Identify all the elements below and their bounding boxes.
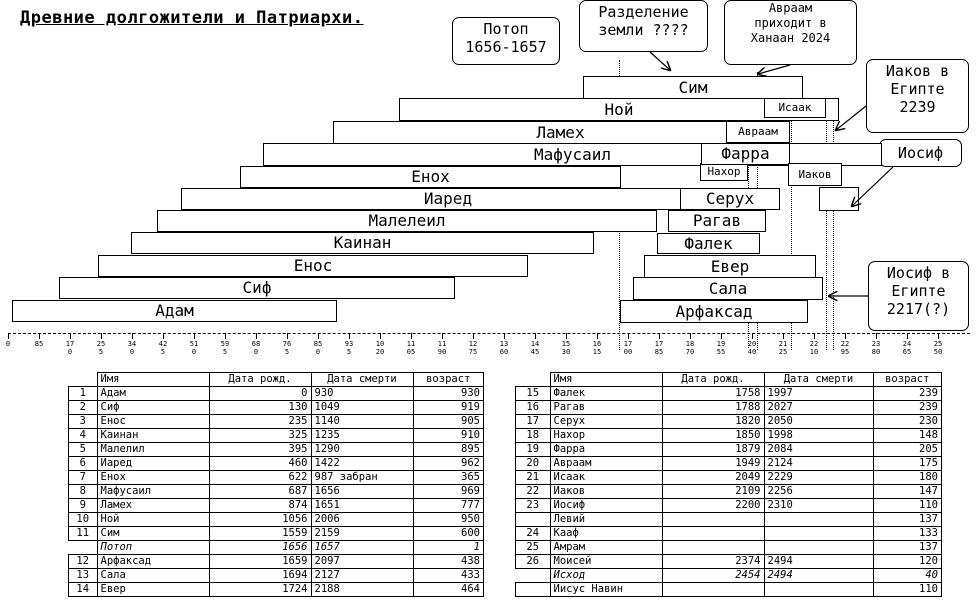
row-number: 12 <box>69 555 98 569</box>
lifespan-bar: Енос <box>98 255 528 277</box>
row-name: Енос <box>97 415 209 429</box>
row-death: 2310 <box>764 499 873 513</box>
row-number <box>516 513 551 527</box>
page-title: Древние долгожители и Патриархи. <box>20 8 364 28</box>
row-death: 1140 <box>311 415 413 429</box>
row-death: 2229 <box>764 471 873 485</box>
table-row <box>516 513 942 527</box>
row-death: 1657 <box>311 541 413 555</box>
row-name: Амрам <box>550 541 662 555</box>
lifespan-bar: Сиф <box>59 277 455 299</box>
row-name: Каинан <box>97 429 209 443</box>
row-number: 14 <box>69 583 98 597</box>
axis-tick-label: 76 5 <box>279 333 295 356</box>
axis-tick-label: 23 80 <box>868 333 884 356</box>
row-name: Потоп <box>97 541 209 555</box>
row-number: 17 <box>516 415 551 429</box>
axis-tick-label: 25 5 <box>93 333 109 356</box>
lifespan-bar: Исаак <box>764 98 826 118</box>
row-birth: 687 <box>209 485 311 499</box>
row-number: 19 <box>516 443 551 457</box>
row-birth <box>662 513 764 527</box>
row-birth: 460 <box>209 457 311 471</box>
table-row <box>69 485 484 499</box>
row-age: 600 <box>413 527 484 541</box>
table-row <box>69 429 484 443</box>
row-name: Исход <box>550 569 662 583</box>
row-birth: 1758 <box>662 387 764 401</box>
patriarchs-table-left <box>68 372 484 597</box>
flood-callout: Потоп 1656-1657 <box>452 17 560 65</box>
lifespan-bar: Сала <box>633 277 823 300</box>
row-death: 1049 <box>311 401 413 415</box>
row-number: 9 <box>69 499 98 513</box>
lifespan-bar: Мафусаил <box>263 143 882 166</box>
timeline-axis <box>5 333 970 359</box>
axis-tick-label: 34 0 <box>124 333 140 356</box>
row-number: 13 <box>69 569 98 583</box>
row-number: 20 <box>516 457 551 471</box>
row-age: 239 <box>873 401 942 415</box>
table-row <box>69 541 484 555</box>
joseph-callout: Иосиф <box>879 139 962 167</box>
row-death: 2494 <box>764 555 873 569</box>
row-name: Енох <box>97 471 209 485</box>
row-name: Иаков <box>550 485 662 499</box>
row-death: 2127 <box>311 569 413 583</box>
row-birth: 1694 <box>209 569 311 583</box>
axis-tick-label: 25 50 <box>930 333 946 356</box>
row-birth: 622 <box>209 471 311 485</box>
row-age: 905 <box>413 415 484 429</box>
row-death: 2097 <box>311 555 413 569</box>
col-number <box>69 373 98 387</box>
row-death <box>764 513 873 527</box>
row-number: 8 <box>69 485 98 499</box>
table-row <box>516 555 942 569</box>
row-age: 137 <box>873 541 942 555</box>
row-name: Иисус Навин <box>550 583 662 597</box>
row-name: Рагав <box>550 401 662 415</box>
row-birth <box>662 583 764 597</box>
lifespan-bar: Ной <box>399 98 839 121</box>
table-row <box>516 457 942 471</box>
row-age: 777 <box>413 499 484 513</box>
axis-tick-label: 24 65 <box>899 333 915 356</box>
table-row <box>516 485 942 499</box>
row-age: 433 <box>413 569 484 583</box>
row-age: 205 <box>873 443 942 457</box>
lifespan-bar: Адам <box>12 300 337 322</box>
row-number: 23 <box>516 499 551 513</box>
canaan-arrow <box>758 65 790 74</box>
axis-tick-label: 59 5 <box>217 333 233 356</box>
col-age: возраст <box>873 373 942 387</box>
axis-tick-label: 15 30 <box>558 333 574 356</box>
row-death: 2027 <box>764 401 873 415</box>
row-name: Серух <box>550 415 662 429</box>
lifespan-bar: Енох <box>240 166 621 188</box>
row-birth: 1559 <box>209 527 311 541</box>
col-birth: Дата рожд. <box>662 373 764 387</box>
row-age: 40 <box>873 569 942 583</box>
col-number <box>516 373 551 387</box>
row-death: 2256 <box>764 485 873 499</box>
row-age: 175 <box>873 457 942 471</box>
row-birth: 0 <box>209 387 311 401</box>
row-death: 1998 <box>764 429 873 443</box>
col-death: Дата смерти <box>311 373 413 387</box>
table-row <box>69 415 484 429</box>
table-row <box>516 443 942 457</box>
row-name: Левий <box>550 513 662 527</box>
row-birth: 1656 <box>209 541 311 555</box>
jacob-egypt-callout: Иаков в Египте 2239 <box>866 59 969 133</box>
row-death: 1422 <box>311 457 413 471</box>
row-name: Мафусаил <box>97 485 209 499</box>
axis-line <box>8 333 970 335</box>
lifespan-bar: Арфаксад <box>620 300 808 323</box>
table-row <box>69 499 484 513</box>
table-row <box>516 527 942 541</box>
axis-tick-label: 19 55 <box>713 333 729 356</box>
row-birth: 1056 <box>209 513 311 527</box>
row-death: 987 забран <box>311 471 413 485</box>
axis-tick-label: 22 95 <box>837 333 853 356</box>
row-number: 15 <box>516 387 551 401</box>
row-birth <box>662 541 764 555</box>
table-row <box>516 387 942 401</box>
row-number: 7 <box>69 471 98 485</box>
table-row <box>69 569 484 583</box>
col-age: возраст <box>413 373 484 387</box>
table-row <box>69 527 484 541</box>
axis-tick-label: 68 0 <box>248 333 264 356</box>
row-age: 464 <box>413 583 484 597</box>
row-name: Ламех <box>97 499 209 513</box>
row-age: 239 <box>873 387 942 401</box>
table-row <box>516 569 942 583</box>
axis-tick-label: 11 05 <box>403 333 419 356</box>
lifespan-bar: Сим <box>583 76 803 99</box>
table-row <box>69 443 484 457</box>
row-age: 930 <box>413 387 484 401</box>
patriarchs-table-right <box>515 372 942 597</box>
row-death: 2050 <box>764 415 873 429</box>
row-age: 962 <box>413 457 484 471</box>
row-name: Арфаксад <box>97 555 209 569</box>
row-name: Адам <box>97 387 209 401</box>
row-name: Нахор <box>550 429 662 443</box>
row-number: 21 <box>516 471 551 485</box>
row-death: 1651 <box>311 499 413 513</box>
lifespan-bar: Фарра <box>701 143 790 165</box>
joseph-bar <box>819 187 859 211</box>
row-birth: 2200 <box>662 499 764 513</box>
row-number: 5 <box>69 443 98 457</box>
axis-tick-label: 16 15 <box>589 333 605 356</box>
axis-tick-label: 21 25 <box>775 333 791 356</box>
row-number <box>516 583 551 597</box>
row-age: 230 <box>873 415 942 429</box>
row-name: Малелил <box>97 443 209 457</box>
row-age: 365 <box>413 471 484 485</box>
table-row <box>516 429 942 443</box>
table-row <box>69 457 484 471</box>
row-death: 2159 <box>311 527 413 541</box>
row-birth: 1949 <box>662 457 764 471</box>
lifespan-bar: Нахор <box>700 163 748 181</box>
lifespan-bar: Фалек <box>657 233 760 254</box>
row-age: 147 <box>873 485 942 499</box>
joseph-egypt-callout: Иосиф в Египте 2217(?) <box>868 261 969 331</box>
division-callout: Разделение земли ???? <box>579 0 708 52</box>
row-birth: 2049 <box>662 471 764 485</box>
lifespan-bar: Иаков <box>788 163 842 186</box>
jacob-egypt-arrow <box>836 106 866 130</box>
row-name: Евер <box>97 583 209 597</box>
axis-tick-label: 11 90 <box>434 333 450 356</box>
row-age: 120 <box>873 555 942 569</box>
table-row <box>69 555 484 569</box>
row-death: 1290 <box>311 443 413 457</box>
row-death: 1997 <box>764 387 873 401</box>
row-number: 2 <box>69 401 98 415</box>
row-birth: 874 <box>209 499 311 513</box>
table-row <box>69 471 484 485</box>
table-row <box>516 583 942 597</box>
row-name: Сим <box>97 527 209 541</box>
axis-tick-label: 22 10 <box>806 333 822 356</box>
row-age: 910 <box>413 429 484 443</box>
division-arrow <box>650 52 670 70</box>
axis-tick-label: 20 40 <box>744 333 760 356</box>
axis-tick-label: 17 00 <box>620 333 636 356</box>
row-birth: 1850 <box>662 429 764 443</box>
table-row <box>69 583 484 597</box>
table-row <box>69 387 484 401</box>
row-name: Иаред <box>97 457 209 471</box>
row-number <box>69 541 98 555</box>
row-number: 6 <box>69 457 98 471</box>
table-row <box>516 471 942 485</box>
row-number: 1 <box>69 387 98 401</box>
row-name: Фарра <box>550 443 662 457</box>
axis-tick-label: 13 60 <box>496 333 512 356</box>
canaan-callout: Авраам приходит в Ханаан 2024 <box>724 0 857 65</box>
row-number: 25 <box>516 541 551 555</box>
row-birth: 130 <box>209 401 311 415</box>
row-death: 2084 <box>764 443 873 457</box>
axis-tick-label: 10 20 <box>372 333 388 356</box>
row-birth: 1659 <box>209 555 311 569</box>
row-age: 148 <box>873 429 942 443</box>
axis-tick-label: 0 <box>0 333 16 348</box>
row-birth: 395 <box>209 443 311 457</box>
col-death: Дата смерти <box>764 373 873 387</box>
col-name: Имя <box>550 373 662 387</box>
row-number: 16 <box>516 401 551 415</box>
row-birth: 2454 <box>662 569 764 583</box>
row-name: Сала <box>97 569 209 583</box>
row-number: 11 <box>69 527 98 541</box>
joseph-egypt-line <box>826 100 827 350</box>
row-age: 895 <box>413 443 484 457</box>
row-birth: 2109 <box>662 485 764 499</box>
row-death: 2494 <box>764 569 873 583</box>
row-age: 110 <box>873 583 942 597</box>
table-row <box>69 401 484 415</box>
row-age: 137 <box>873 513 942 527</box>
row-birth: 1879 <box>662 443 764 457</box>
row-death <box>764 527 873 541</box>
row-birth: 325 <box>209 429 311 443</box>
table-row <box>516 541 942 555</box>
lifespan-bar: Евер <box>644 255 816 278</box>
row-death: 2124 <box>764 457 873 471</box>
lifespan-bar: Ламех <box>333 121 788 144</box>
row-death: 930 <box>311 387 413 401</box>
row-name: Исаак <box>550 471 662 485</box>
row-name: Моисей <box>550 555 662 569</box>
table-row <box>516 499 942 513</box>
row-number: 10 <box>69 513 98 527</box>
lifespan-bar: Малелеил <box>157 210 657 232</box>
row-number: 18 <box>516 429 551 443</box>
axis-tick-label: 42 5 <box>155 333 171 356</box>
table-row <box>516 401 942 415</box>
row-death: 1656 <box>311 485 413 499</box>
axis-tick-label: 93 5 <box>341 333 357 356</box>
axis-tick-label: 14 45 <box>527 333 543 356</box>
axis-tick-label: 17 85 <box>651 333 667 356</box>
lifespan-bar: Серух <box>680 188 780 210</box>
row-name: Фалек <box>550 387 662 401</box>
row-age: 919 <box>413 401 484 415</box>
axis-tick-label: 85 0 <box>310 333 326 356</box>
row-death: 2188 <box>311 583 413 597</box>
row-death <box>764 541 873 555</box>
row-death: 2006 <box>311 513 413 527</box>
row-name: Иосиф <box>550 499 662 513</box>
col-birth: Дата рожд. <box>209 373 311 387</box>
table-row <box>516 415 942 429</box>
row-birth <box>662 527 764 541</box>
row-age: 1 <box>413 541 484 555</box>
axis-tick-label: 51 0 <box>186 333 202 356</box>
row-number <box>516 569 551 583</box>
row-name: Кааф <box>550 527 662 541</box>
row-age: 110 <box>873 499 942 513</box>
axis-tick-label: 18 70 <box>682 333 698 356</box>
row-name: Авраам <box>550 457 662 471</box>
row-death: 1235 <box>311 429 413 443</box>
col-name: Имя <box>97 373 209 387</box>
row-birth: 1820 <box>662 415 764 429</box>
row-age: 950 <box>413 513 484 527</box>
row-name: Ной <box>97 513 209 527</box>
row-age: 180 <box>873 471 942 485</box>
row-name: Сиф <box>97 401 209 415</box>
lifespan-bar: Рагав <box>668 210 766 232</box>
axis-tick-label: 85 <box>31 333 47 348</box>
row-birth: 1788 <box>662 401 764 415</box>
axis-tick-label: 17 0 <box>62 333 78 356</box>
lifespan-bar: Иаред <box>181 188 715 210</box>
axis-tick-label: 12 75 <box>465 333 481 356</box>
table-row <box>69 513 484 527</box>
row-number: 24 <box>516 527 551 541</box>
row-number: 3 <box>69 415 98 429</box>
lifespan-bar: Авраам <box>726 121 790 143</box>
jacob-egypt-line <box>833 100 834 350</box>
row-age: 133 <box>873 527 942 541</box>
row-birth: 235 <box>209 415 311 429</box>
row-birth: 2374 <box>662 555 764 569</box>
lifespan-bar: Каинан <box>131 232 594 254</box>
row-birth: 1724 <box>209 583 311 597</box>
row-number: 22 <box>516 485 551 499</box>
row-number: 26 <box>516 555 551 569</box>
row-number: 4 <box>69 429 98 443</box>
row-death <box>764 583 873 597</box>
row-age: 969 <box>413 485 484 499</box>
row-age: 438 <box>413 555 484 569</box>
